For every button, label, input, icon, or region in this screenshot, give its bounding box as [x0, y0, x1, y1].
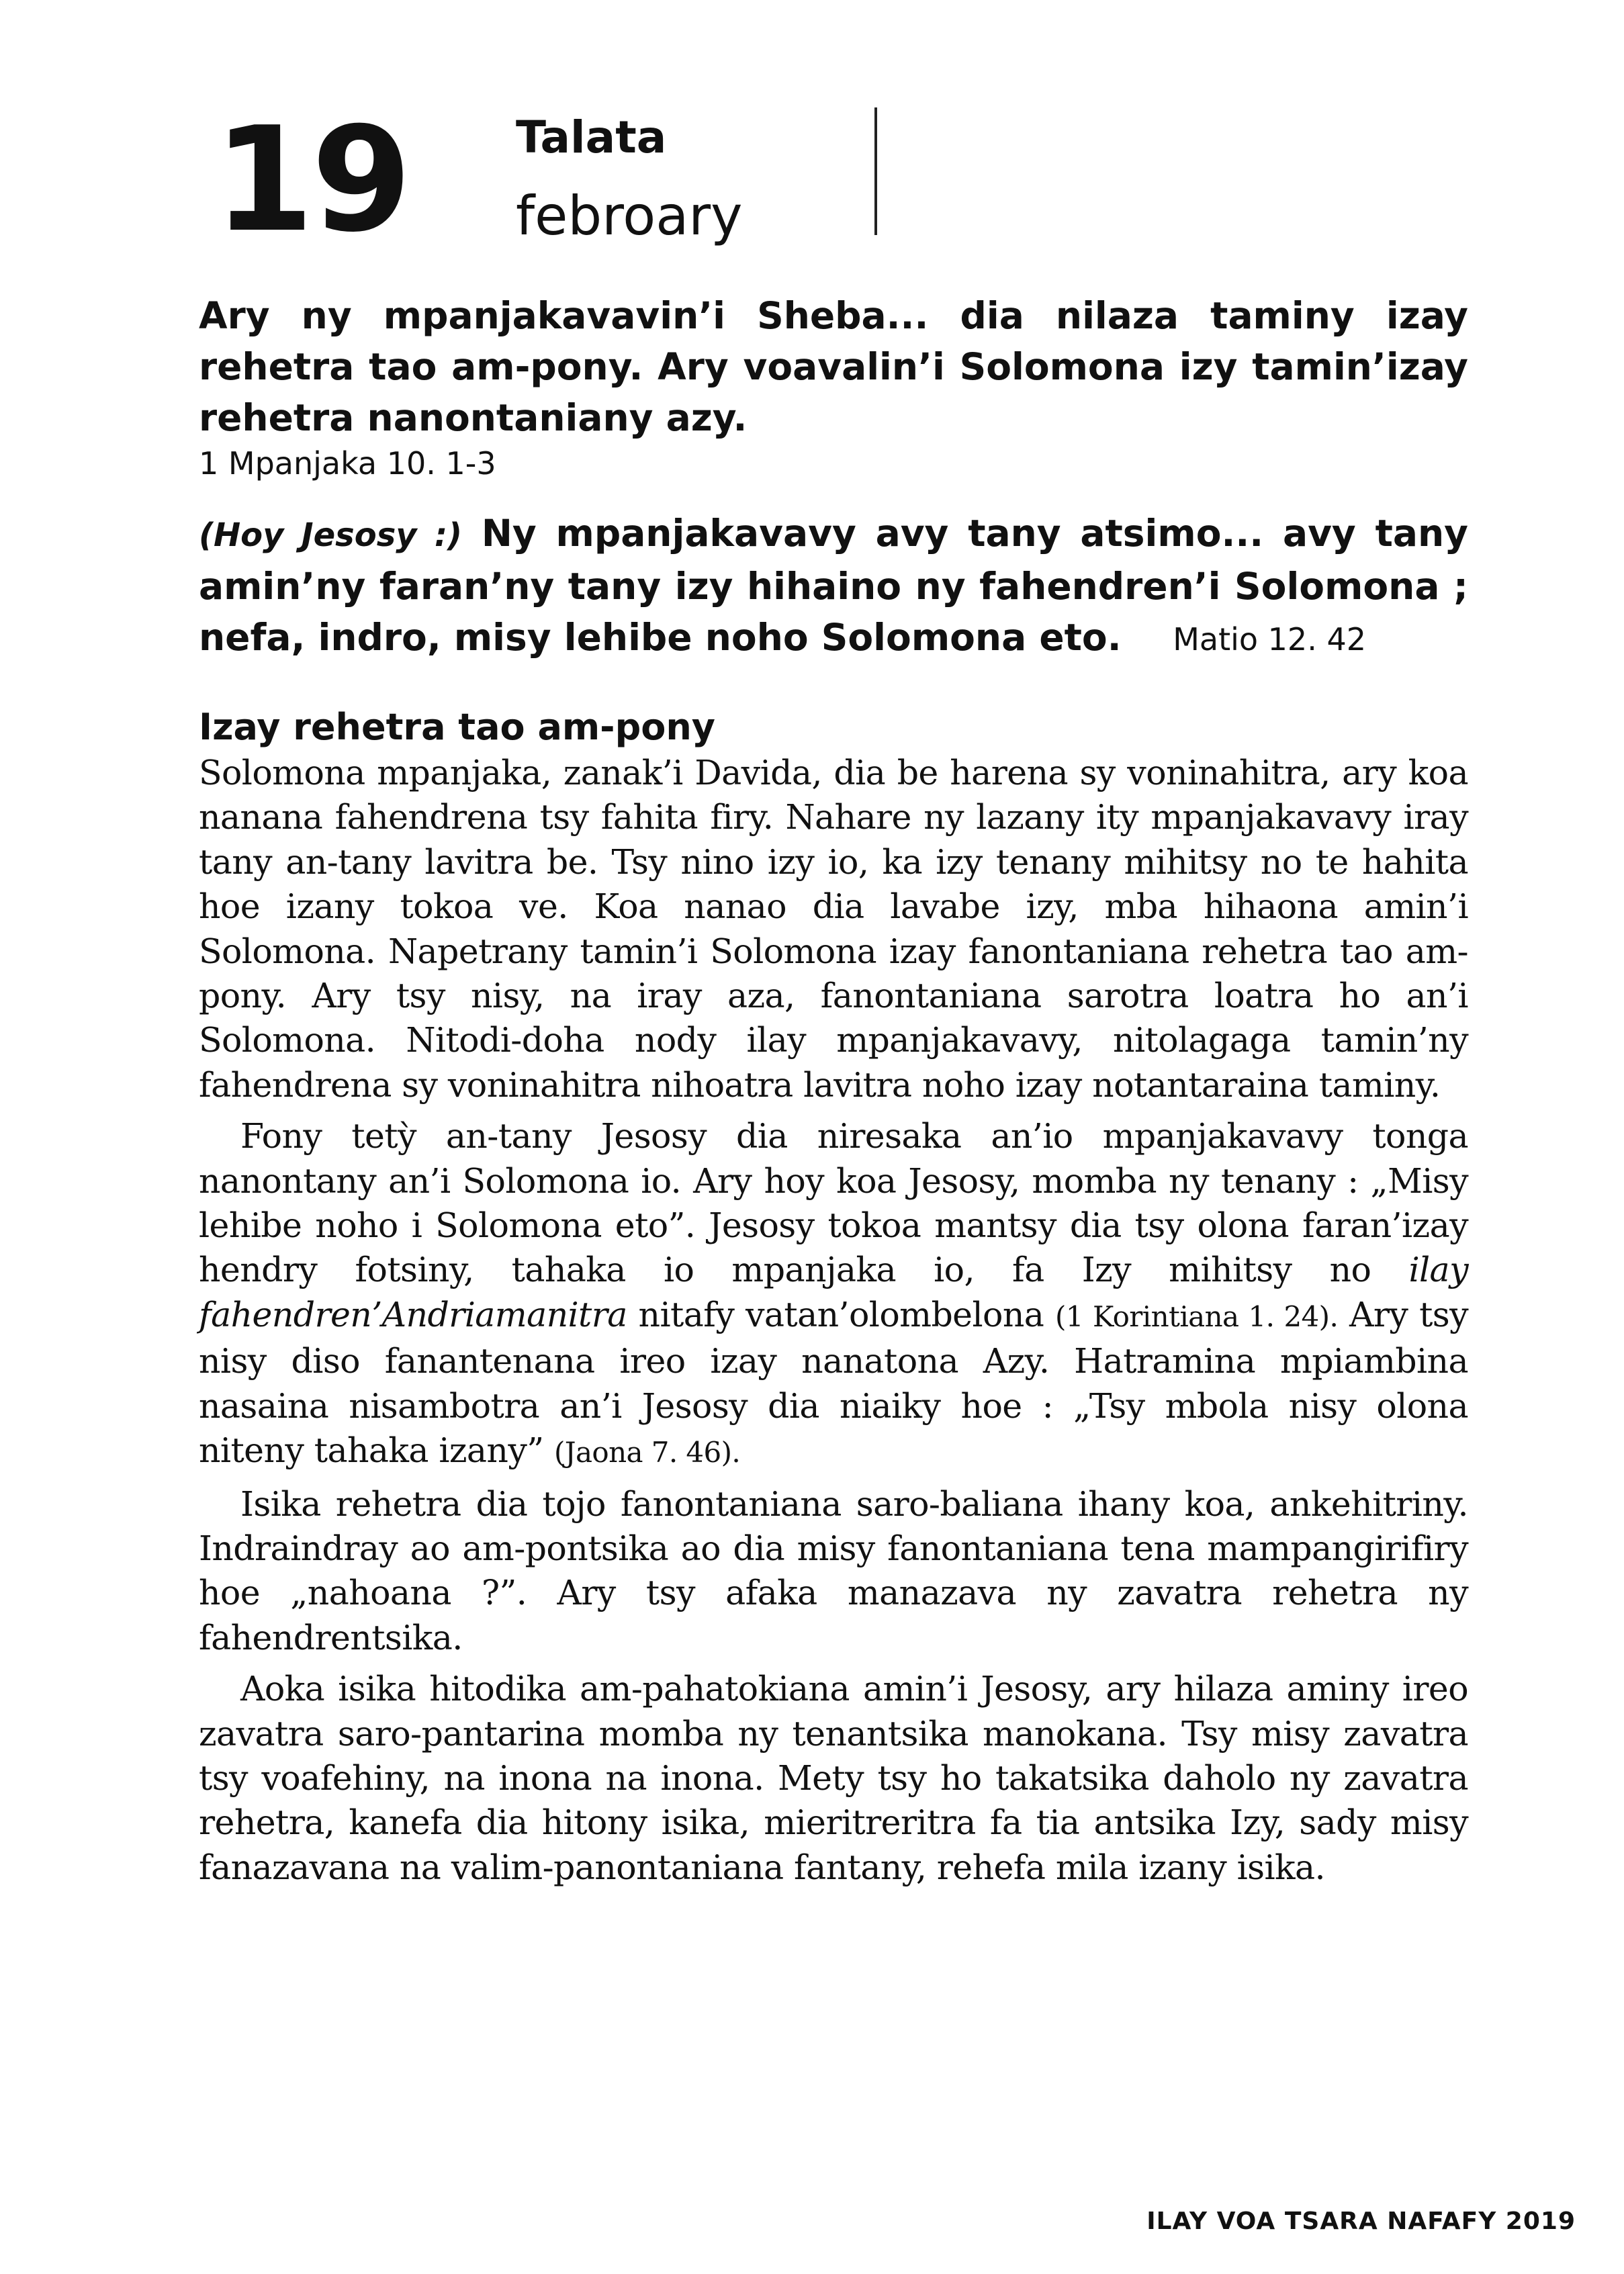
body-paragraph-1: Solomona mpanjaka, zanak’i Davida, dia be harena sy voninahitra, ary koa nanana fahendrena tsy fahita firy. Nahare ny lazany ity mpanjakavavy iray tany an-tany lavitra be. Tsy nino izy io, ka izy tenany mihitsy no te hahita hoe izany tokoa ve. Koa nanao dia lavabe izy, mba hihaona amin’i Solomona. Napetrany tamin’i Solomona izay fanontaniana rehetra tao am-pony. Ary tsy nisy, na iray aza, fanontaniana sarotra loatra ho an’i Solomona. Nitodi-doha nody ilay mpanjakavavy, nitolagaga tamin’ny fahendrena sy voninahitra nihoatra lavitra noho izay notantaraina taminy. — [199, 753, 1468, 1105]
month-label: febroary — [516, 185, 743, 247]
section-title: Izay rehetra tao am-pony — [199, 706, 715, 748]
date-day-number: 19 — [214, 95, 410, 264]
body-paragraph-3: Isika rehetra dia tojo fanontaniana saro-baliana ihany koa, ankehitriny. Indraindray ao am-pontsika ao dia misy fanontaniana tena mampangirifiry hoe „nahoana ?”. Ary tsy afaka manazava ny zavatra rehetra ny fahendrentsika. — [199, 1484, 1468, 1657]
verse-1-reference: 1 Mpanjaka 10. 1-3 — [199, 445, 496, 482]
body-paragraph-4: Aoka isika hitodika am-pahatokiana amin’i Jesosy, ary hilaza aminy ireo zavatra saro-pantarina momba ny tenantsika manokana. Tsy misy zavatra tsy voafehiny, na inona na inona. Mety tsy ho takatsika daholo ny zavatra rehetra, kanefa dia hitony isika, mieritreritra fa tia antsika Izy, sady misy fanazavana na valim-panontaniana fantany, rehefa mila izany isika. — [199, 1669, 1468, 1887]
header-divider — [874, 107, 877, 235]
paragraph-2-italic: ilay fahendren’Andriamanitra — [199, 1250, 1468, 1334]
paragraph-2-part-c: Ary tsy nisy diso fanantenana ireo izay nanatona Azy. Hatramina mpiambina nasaina nisambotra an’i Jesosy dia niaiky hoe : „Tsy mbola nisy olona niteny tahaka izany” — [199, 1294, 1469, 1471]
body-paragraph-2 — [199, 1114, 1468, 1475]
paragraph-2-part-b: nitafy vatan’olombelona — [638, 1294, 1044, 1334]
page-content — [199, 290, 1468, 1890]
paragraph-2-part-a: Fony tetỳ an-tany Jesosy dia niresaka an’io mpanjakavavy tonga nanontany an’i Solomona io. Ary hoy koa Jesosy, momba ny tenany : „Misy lehibe noho i Solomona eto”. Jesosy tokoa mantsy dia tsy olona faran’izay hendry fotsiny, tahaka io mpanjaka io, fa Izy mihitsy no — [199, 1116, 1468, 1290]
verse-1-text: Ary ny mpanjakavavin’i Sheba... dia nilaza taminy izay rehetra tao am-pony. Ary voavalin’i Solomona izy tamin’izay rehetra nanontaniany azy. — [199, 294, 1468, 439]
paragraph-2-reference-2: (Jaona 7. 46). — [553, 1436, 741, 1469]
verse-2 — [199, 508, 1468, 665]
weekday-label: Talata — [516, 111, 667, 163]
verse-2-reference: Matio 12. 42 — [1173, 621, 1366, 657]
verse-2-text: Ny mpanjakavavy avy tany atsimo... avy tany amin’ny faran’ny tany izy hihaino ny fahendren’i Solomona ; nefa, indro, misy lehibe noho Solomona eto. — [199, 512, 1468, 659]
footer-publication-title: ILAY VOA TSARA NAFAFY 2019 — [1146, 2208, 1576, 2235]
paragraph-2-reference-1: (1 Korintiana 1. 24). — [1055, 1300, 1339, 1333]
verse-2-prefix: (Hoy Jesosy :) — [199, 516, 463, 554]
